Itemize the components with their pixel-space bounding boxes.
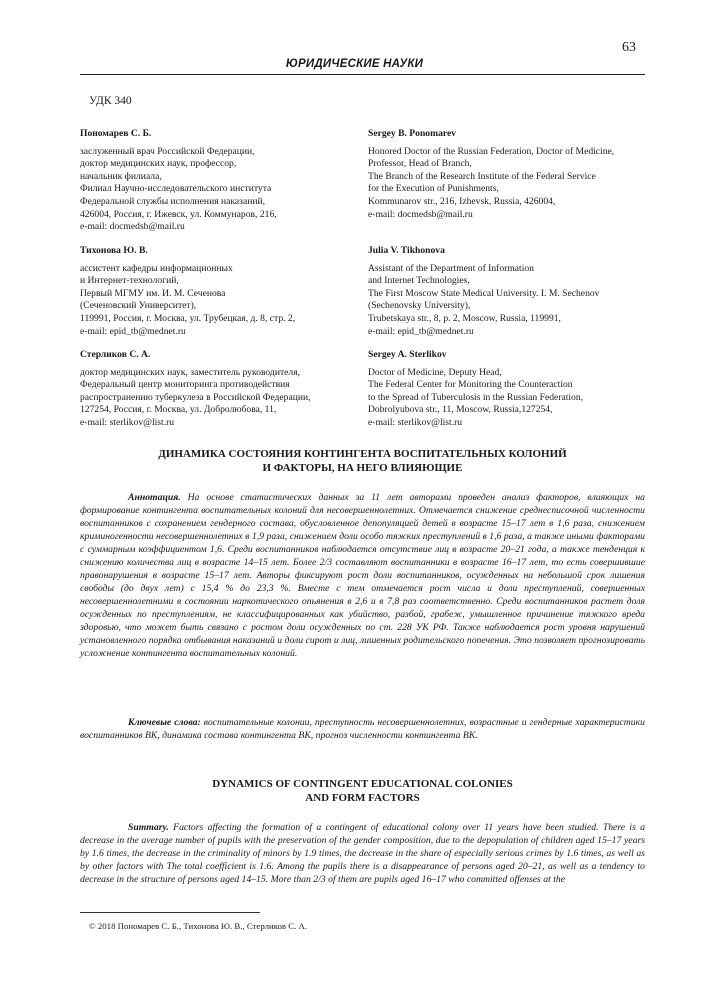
author-line: Федеральной службы исполнения наказаний, bbox=[80, 195, 266, 207]
author-line: 426004, Россия, г. Ижевск, ул. Коммунаров, 216, bbox=[80, 208, 277, 220]
author-name: Julia V. Tikhonova bbox=[368, 245, 445, 256]
author-line: заслуженный врач Российской Федерации, bbox=[80, 145, 255, 157]
udk-code: УДК 340 bbox=[89, 95, 132, 107]
author-line: начальник филиала, bbox=[80, 170, 162, 182]
author-name: Тихонова Ю. В. bbox=[80, 245, 148, 256]
author-line: доктор медицинских наук, заместитель руководителя, bbox=[80, 366, 300, 378]
author-email: e-mail: sterlikov@list.ru bbox=[368, 416, 463, 428]
author-email: e-mail: docmedsb@mail.ru bbox=[368, 208, 473, 220]
author-name: Sergey B. Ponomarev bbox=[368, 128, 457, 139]
author-line: Honored Doctor of the Russian Federation, Doctor of Medicine, bbox=[368, 145, 615, 157]
author-line: Dobrolyubova str., 11, Moscow, Russia,127254, bbox=[368, 404, 553, 416]
author-line: Professor, Head of Branch, bbox=[368, 158, 472, 170]
author-line: распространению туберкулеза в Российской Федерации, bbox=[80, 391, 311, 403]
author-name: Sergey A. Sterlikov bbox=[368, 349, 447, 360]
author-name: Стерликов С. А. bbox=[80, 349, 151, 360]
author-line: Doctor of Medicine, Deputy Head, bbox=[368, 366, 502, 378]
author-line: Федеральный центр мониторинга противодействия bbox=[80, 379, 290, 391]
author-line: and Internet Technologies, bbox=[368, 275, 470, 287]
title-line: AND FORM FACTORS bbox=[305, 791, 420, 804]
author-line: 127254, Россия, г. Москва, ул. Добролюбова, 11, bbox=[80, 404, 277, 416]
summary-lead: Summary. bbox=[128, 822, 169, 833]
footnote-rule bbox=[80, 912, 260, 913]
author-line: Kommunarov str., 216, Izhevsk, Russia, 426004, bbox=[368, 195, 556, 207]
author-line: for the Execution of Punishments, bbox=[368, 183, 499, 195]
author-line: (Сеченовский Университет), bbox=[80, 300, 197, 312]
author-line: Филиал Научно-исследовательского института bbox=[80, 183, 272, 195]
author-line: доктор медицинских наук, профессор, bbox=[80, 158, 237, 170]
author-email: e-mail: epid_tb@mednet.ru bbox=[80, 325, 186, 337]
author-line: ассистент кафедры информационных bbox=[80, 262, 233, 274]
keywords-ru bbox=[80, 716, 645, 742]
abstract-ru bbox=[80, 491, 645, 660]
author-line: (Sechenovsky University), bbox=[368, 300, 471, 312]
author-line: to the Spread of Tuberculosis in the Russian Federation, bbox=[368, 391, 584, 403]
copyright-footnote: © 2018 Пономарев С. Б., Тихонова Ю. В., Стерликов С. А. bbox=[89, 921, 308, 931]
article-title-ru bbox=[80, 448, 645, 475]
author-line: The Branch of the Research Institute of the Federal Service bbox=[368, 170, 596, 182]
author-line: The Federal Center for Monitoring the Counteraction bbox=[368, 379, 573, 391]
title-line: И ФАКТОРЫ, НА НЕГО ВЛИЯЮЩИЕ bbox=[262, 461, 463, 474]
author-block-en bbox=[368, 349, 645, 430]
article-title-en bbox=[80, 778, 645, 805]
title-line: ДИНАМИКА СОСТОЯНИЯ КОНТИНГЕНТА ВОСПИТАТЕЛЬНЫХ КОЛОНИЙ bbox=[158, 448, 567, 460]
title-line: DYNAMICS OF CONTINGENT EDUCATIONAL COLONIES bbox=[212, 778, 513, 790]
author-email: e-mail: docmedsb@mail.ru bbox=[80, 221, 185, 233]
summary-text: Factors affecting the formation of a contingent of educational colony over 11 years have been studied. There is a decrease in the average number of pupils with the preservation of the gender composition, due to the depopulation of children aged 15–17 years by 1.6 times, the decrease in the criminality of minors by 1.9 times, the decrease in the share of especially serious crimes by 1.6 times, as well as by other factors with The total coefficient is 1.6. Among the pupils there is a disappearance of persons aged 20–21, as well as a tendency to decrease in the structure of persons aged 14–15. More than 2/3 of them are pupils aged 16–17 who committed offenses at the bbox=[80, 822, 646, 885]
author-line: Trubetskaya str., 8, p. 2, Moscow, Russia, 119991, bbox=[368, 312, 561, 324]
author-line: The First Moscow State Medical University. I. M. Sechenov bbox=[368, 287, 600, 299]
keywords-lead: Ключевые слова: bbox=[128, 717, 201, 728]
author-block-ru bbox=[80, 349, 352, 430]
author-block-en bbox=[368, 128, 645, 221]
page-number: 63 bbox=[622, 40, 636, 55]
running-head: ЮРИДИЧЕСКИЕ НАУКИ bbox=[285, 58, 424, 70]
author-name: Пономарев С. Б. bbox=[80, 128, 152, 139]
header-rule bbox=[80, 74, 645, 75]
author-block-ru bbox=[80, 128, 352, 234]
abstract-text: На основе статистических данных за 11 лет авторами проведен анализ факторов, влияющих на формирование контингента воспитательных колоний для несовершеннолетних. Отмечается снижение среднесписочной численности воспитанников с сохранением гендерного состава, обусловленное депопуляцией детей в возрасте 15–17 лет в 1,6 раза, снижением криминогенности несовершеннолетних в 1,9 раза, снижением доли особо тяжких преступлений в 1,6 раза, а также иными факторами с суммарным коэффициентом 1,6. Среди воспитанников наблюдается отсутствие лиц в возрасте 20–21 года, а также тенденция к снижению количества лиц в возрасте 14–15 лет. Более 2/3 составляют воспитанники в возрасте 16–17 лет, то есть совершившие правонарушения в возрасте 15–17 лет. Авторы фиксируют рост доли воспитанников, осужденных на небольшой срок лишения свободы (до двух лет) с 15,4 % до 23,3 %. Вместе с тем отмечается рост числа и доли преступлений, совершенных несовершеннолетними в состоянии наркотического опьянения в 2,6 и в 7,8 раз соответственно. Среди воспитанников растет доля осужденных по преступлениям, не классифицированных как убийство, разбой, грабеж, умышленное причинение тяжкого вреда здоровью, что может быть связано с ростом доли осужденных по ст. 228 УК РФ. Также наблюдается рост уровня нарушений установленного порядка отбывания наказаний и доли сирот и лиц, лишенных родительского попечения. Это позволяет прогнозировать усложнение контингента воспитательных колоний. bbox=[80, 492, 645, 659]
author-email: e-mail: sterlikov@list.ru bbox=[80, 416, 175, 428]
author-line: и Интернет-технологий, bbox=[80, 275, 179, 287]
abstract-lead: Аннотация. bbox=[128, 492, 181, 503]
author-line: 119991, Россия, г. Москва, ул. Трубецкая, д. 8, стр. 2, bbox=[80, 312, 296, 324]
author-line: Assistant of the Department of Information bbox=[368, 262, 534, 274]
author-block-en bbox=[368, 245, 645, 338]
keywords-text: воспитательные колонии, преступность несовершеннолетних, возрастные и гендерные характеристики воспитанников ВК, динамика состава контингента ВК, прогноз численности контингента ВК. bbox=[80, 717, 645, 741]
author-email: e-mail: epid_tb@mednet.ru bbox=[368, 325, 474, 337]
author-line: Первый МГМУ им. И. М. Сеченова bbox=[80, 287, 226, 299]
author-block-ru bbox=[80, 245, 352, 338]
summary-en bbox=[80, 821, 645, 886]
